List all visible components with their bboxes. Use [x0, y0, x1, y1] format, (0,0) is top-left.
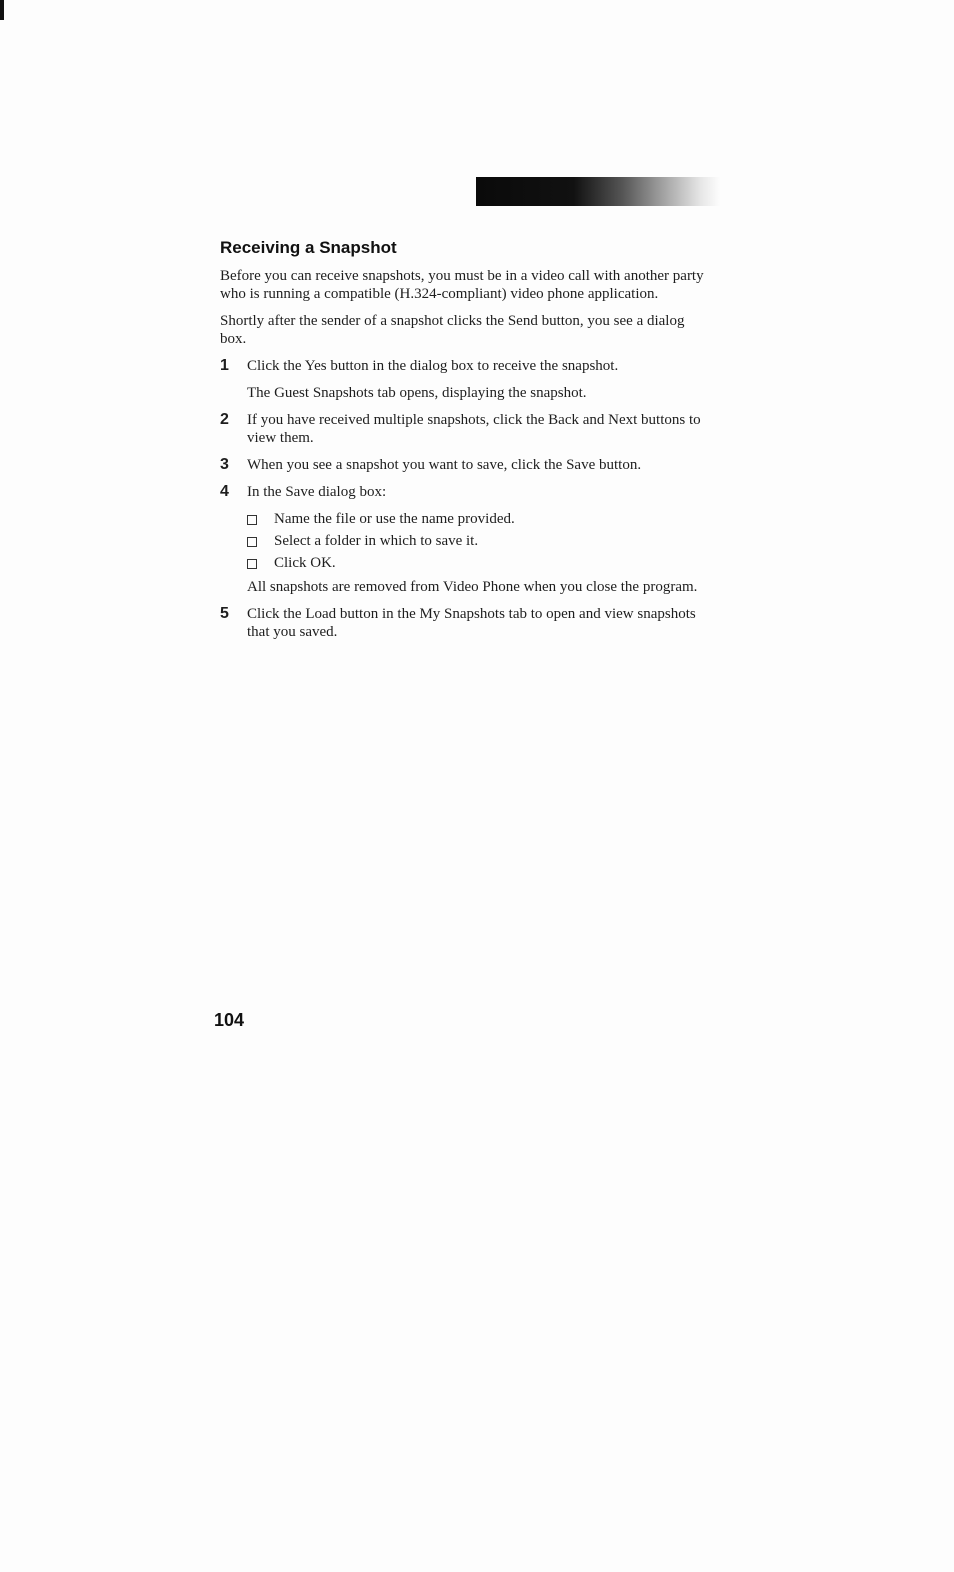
step-text: When you see a snapshot you want to save, click the Save button.	[247, 457, 642, 473]
step-text: In the Save dialog box:	[247, 484, 387, 500]
scan-edge-mark	[0, 0, 4, 20]
section-header-bar	[476, 177, 720, 206]
step-3	[220, 456, 710, 474]
checkbox-bullet-icon	[247, 515, 257, 525]
step-number: 4	[220, 483, 229, 500]
step-text: Click the Yes button in the dialog box to receive the snapshot.	[247, 358, 619, 374]
list-item: Click OK.	[247, 554, 710, 572]
save-dialog-checklist	[220, 510, 710, 572]
page-number: 104	[214, 1010, 245, 1030]
step-number: 2	[220, 411, 229, 428]
intro-paragraph-1: Before you can receive snapshots, you must be in a video call with another party who is running a compatible (H.324-compliant) video phone application.	[220, 268, 704, 302]
intro-paragraph-2: Shortly after the sender of a snapshot clicks the Send button, you see a dialog box.	[220, 313, 685, 347]
step-1	[220, 357, 710, 375]
step-text: Click the Load button in the My Snapshots tab to open and view snapshots that you saved.	[247, 606, 696, 640]
step-1-note: The Guest Snapshots tab opens, displaying the snapshot.	[247, 385, 587, 401]
step-number: 1	[220, 357, 229, 374]
step-2	[220, 411, 710, 447]
step-number: 3	[220, 456, 229, 473]
list-item: Select a folder in which to save it.	[247, 532, 710, 550]
step-number: 5	[220, 605, 229, 622]
section-title: Receiving a Snapshot	[220, 238, 397, 257]
list-item: Name the file or use the name provided.	[247, 510, 710, 528]
checkbox-bullet-icon	[247, 537, 257, 547]
step-4-note: All snapshots are removed from Video Phone when you close the program.	[247, 579, 698, 595]
step-5	[220, 605, 710, 641]
checkbox-bullet-icon	[247, 559, 257, 569]
page-content	[220, 238, 710, 650]
step-4	[220, 483, 710, 501]
step-text: If you have received multiple snapshots, click the Back and Next buttons to view them.	[247, 412, 701, 446]
